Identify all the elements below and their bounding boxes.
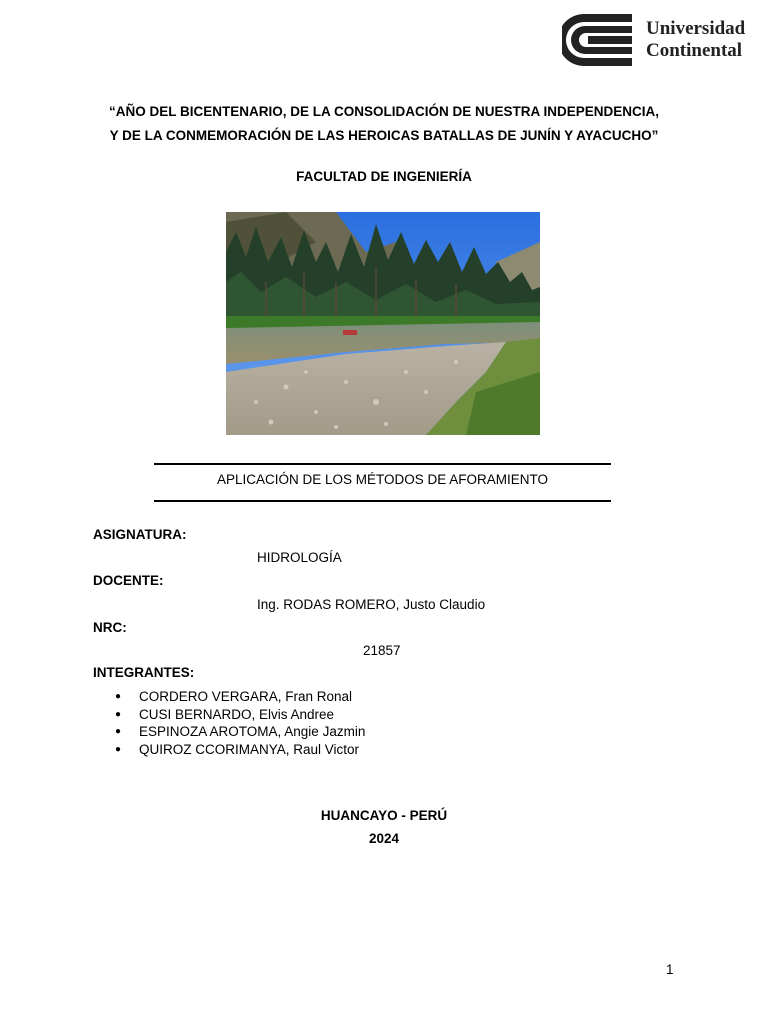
year: 2024 bbox=[368, 831, 400, 846]
subject-value: HIDROLOGÍA bbox=[257, 550, 342, 565]
list-item: ● CUSI BERNARDO, Elvis Andree bbox=[113, 706, 365, 724]
subject-label: ASIGNATURA: bbox=[93, 527, 187, 542]
list-item: ● ESPINOZA AROTOMA, Angie Jazmin bbox=[113, 723, 365, 741]
motto-line-2: Y DE LA CONMEMORACIÓN DE LAS HEROICAS BATALLAS DE JUNÍN Y AYACUCHO” bbox=[109, 128, 659, 143]
university-logo bbox=[562, 12, 756, 68]
teacher-label: DOCENTE: bbox=[93, 573, 164, 588]
motto-line-1: “AÑO DEL BICENTENARIO, DE LA CONSOLIDACIÓN DE NUESTRA INDEPENDENCIA, bbox=[108, 104, 660, 119]
nrc-value: 21857 bbox=[363, 643, 401, 658]
list-item: ● QUIROZ CCORIMANYA, Raul Victor bbox=[113, 741, 365, 759]
university-name bbox=[646, 18, 745, 62]
cover-photo bbox=[226, 212, 540, 435]
document-title: APLICACIÓN DE LOS MÉTODOS DE AFORAMIENTO bbox=[216, 472, 549, 487]
logo-line-1: Universidad bbox=[646, 18, 746, 39]
list-item: ● CORDERO VERGARA, Fran Ronal bbox=[113, 688, 365, 706]
title-rule-top bbox=[154, 463, 611, 465]
nrc-label: NRC: bbox=[93, 620, 127, 635]
place: HUANCAYO - PERÚ bbox=[320, 808, 448, 823]
members-list bbox=[113, 688, 365, 758]
members-label: INTEGRANTES: bbox=[93, 665, 195, 680]
logo-line-2: Continental bbox=[646, 40, 743, 61]
faculty-name: FACULTAD DE INGENIERÍA bbox=[296, 169, 472, 184]
page-number: 1 bbox=[666, 962, 674, 977]
university-logo-icon bbox=[562, 12, 634, 68]
title-rule-bottom bbox=[154, 500, 611, 502]
teacher-value: Ing. RODAS ROMERO, Justo Claudio bbox=[257, 597, 486, 612]
